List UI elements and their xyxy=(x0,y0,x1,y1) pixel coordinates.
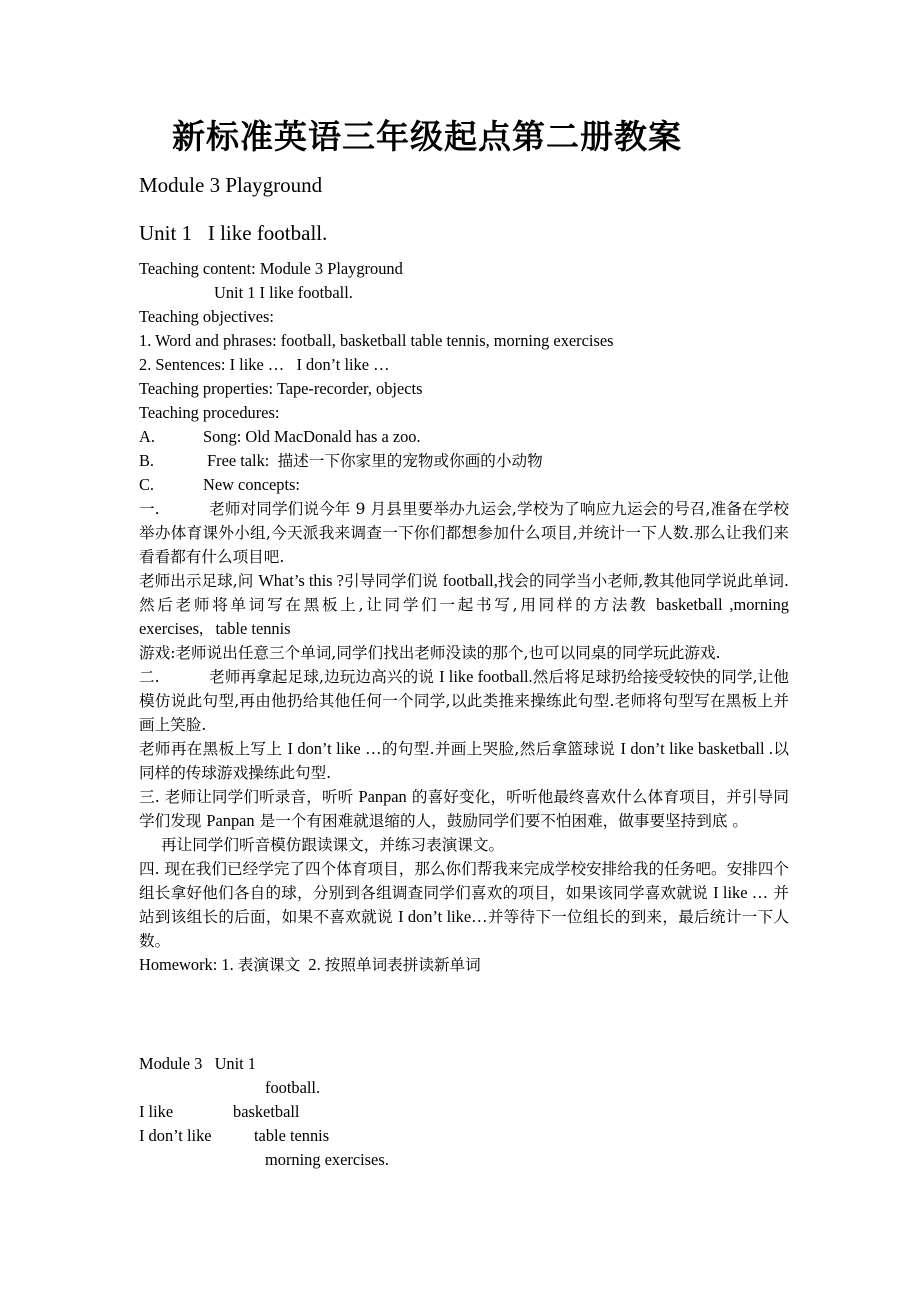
homework-number-2: 2. xyxy=(308,955,321,974)
board-word-table-tennis: table tennis xyxy=(254,1126,330,1145)
step-4-part: 并站到该组长的后面，如果不喜欢就说 xyxy=(139,884,789,926)
step-1b-part: 老师出示足球,问 xyxy=(139,572,254,590)
step-2b-part: 老师再在黑板上写上 xyxy=(139,740,283,758)
step-2-marker: 二. xyxy=(139,668,160,686)
step-1b-part: 找会的同学当小老师,教其他同学说此单词.然后老师将单词写在黑板上,让同学们一起书写,用同样的方法教 xyxy=(139,572,789,614)
step-2 xyxy=(139,665,789,737)
step-4-sentence: I like … xyxy=(713,883,769,902)
step-1-text: 老师对同学们说今年 9 月县里要举办九运会,学校为了响应九运会的号召,准备在学校举办体育课外小组,今天派我来调查一下你们都想参加什么项目,并统计一下人数.那么让我们来看看都有什么项目吧. xyxy=(139,500,789,566)
procedure-b-label: Free talk: xyxy=(207,451,270,470)
step-3-part: 是一个有困难就退缩的人，鼓励同学们要不怕困难，做事要坚持到底 。 xyxy=(259,812,748,830)
procedure-b-marker: B. xyxy=(139,451,155,470)
step-3-part: 三. 老师让同学们听录音，听听 xyxy=(139,788,354,806)
step-4 xyxy=(139,857,789,953)
teaching-properties: Teaching properties: Tape-recorder, objects xyxy=(139,379,423,398)
step-2b-sentence: I don’t like basketball . xyxy=(620,739,774,758)
step-1 xyxy=(139,497,789,569)
step-3 xyxy=(139,785,789,833)
step-1b-part: 引导同学们说 xyxy=(343,572,438,590)
step-2b-sentence: I don’t like … xyxy=(287,739,382,758)
procedure-c-text: New concepts: xyxy=(203,475,300,494)
step-1b-words: basketball ,morning exercises, table tennis xyxy=(139,595,789,638)
step-4-part: 并等待下一位组长的到来，最后统计一下人数。 xyxy=(139,908,789,950)
step-2-sentence: I like football. xyxy=(439,667,533,686)
step-1-game: 游戏:老师说出任意三个单词,同学们找出老师没读的那个,也可以同桌的同学玩此游戏. xyxy=(139,644,721,662)
procedure-a-marker: A. xyxy=(139,427,155,446)
board-i-dont-like: I don’t like xyxy=(139,1126,212,1145)
module-heading: Module 3 Playground xyxy=(139,173,323,197)
objectives-label: Teaching objectives: xyxy=(139,307,274,326)
step-3-read-aloud: 再让同学们听音模仿跟读课文，并练习表演课文。 xyxy=(161,836,505,854)
procedure-a xyxy=(139,425,789,449)
procedure-c-marker: C. xyxy=(139,475,155,494)
procedure-a-text: Song: Old MacDonald has a zoo. xyxy=(203,427,421,446)
procedure-c xyxy=(139,473,789,497)
step-1-teach-words xyxy=(139,569,789,641)
step-3-name: Panpan xyxy=(206,811,255,830)
homework-task-1: 表演课文 xyxy=(237,956,301,974)
teaching-content: Teaching content: Module 3 Playground xyxy=(139,259,403,278)
board-word-basketball: basketball xyxy=(233,1102,300,1121)
step-3-part: 的喜好变化，听听他最终喜欢什么体育项目，并引导同学们发现 xyxy=(139,788,789,830)
step-1b-question: What’s this ? xyxy=(258,571,344,590)
procedure-b-text: 描述一下你家里的宠物或你画的小动物 xyxy=(277,452,543,470)
objective-sentences: 2. Sentences: I like … I don’t like … xyxy=(139,355,390,374)
lesson-body xyxy=(139,257,789,977)
step-2-part: 老师再拿起足球,边玩边高兴的说 xyxy=(209,668,435,686)
procedures-label: Teaching procedures: xyxy=(139,403,280,422)
step-4-sentence: I don’t like… xyxy=(398,907,488,926)
step-3-name: Panpan xyxy=(358,787,407,806)
homework-label: Homework: 1. xyxy=(139,955,234,974)
step-2-dont-like xyxy=(139,737,789,785)
board-i-like: I like xyxy=(139,1102,174,1121)
board-word-morning-exercises: morning exercises. xyxy=(265,1150,389,1169)
step-4-part: 四. 现在我们已经学完了四个体育项目，那么你们帮我来完成学校安排给我的任务吧。安排四个组长拿好他们各自的球，分别到各组调查同学们喜欢的项目，如果该同学喜欢就说 xyxy=(139,860,789,902)
board-heading: Module 3 Unit 1 xyxy=(139,1054,257,1073)
step-2b-part: 的句型.并画上哭脸,然后拿篮球说 xyxy=(381,740,616,758)
homework xyxy=(139,953,789,977)
teaching-content-unit: Unit 1 I like football. xyxy=(214,283,353,302)
step-1-marker: 一. xyxy=(139,500,160,518)
homework-task-2: 按照单词表拼读新单词 xyxy=(324,956,481,974)
step-1b-word: football, xyxy=(442,571,498,590)
step-2b-part: 以同样的传球游戏操练此句型. xyxy=(139,740,789,782)
board-word-football: football. xyxy=(265,1078,321,1097)
step-2-part: 然后将足球扔给接受较快的同学,让他模仿说此句型,再由他扔给其他任何一个同学,以此类推来操练此句型.老师将句型写在黑板上并画上笑脸. xyxy=(139,668,789,734)
objective-words: 1. Word and phrases: football, basketball table tennis, morning exercises xyxy=(139,331,614,350)
document-title: 新标准英语三年级起点第二册教案 xyxy=(172,117,682,156)
procedure-b xyxy=(139,449,789,473)
unit-heading: Unit 1 I like football. xyxy=(139,221,328,245)
